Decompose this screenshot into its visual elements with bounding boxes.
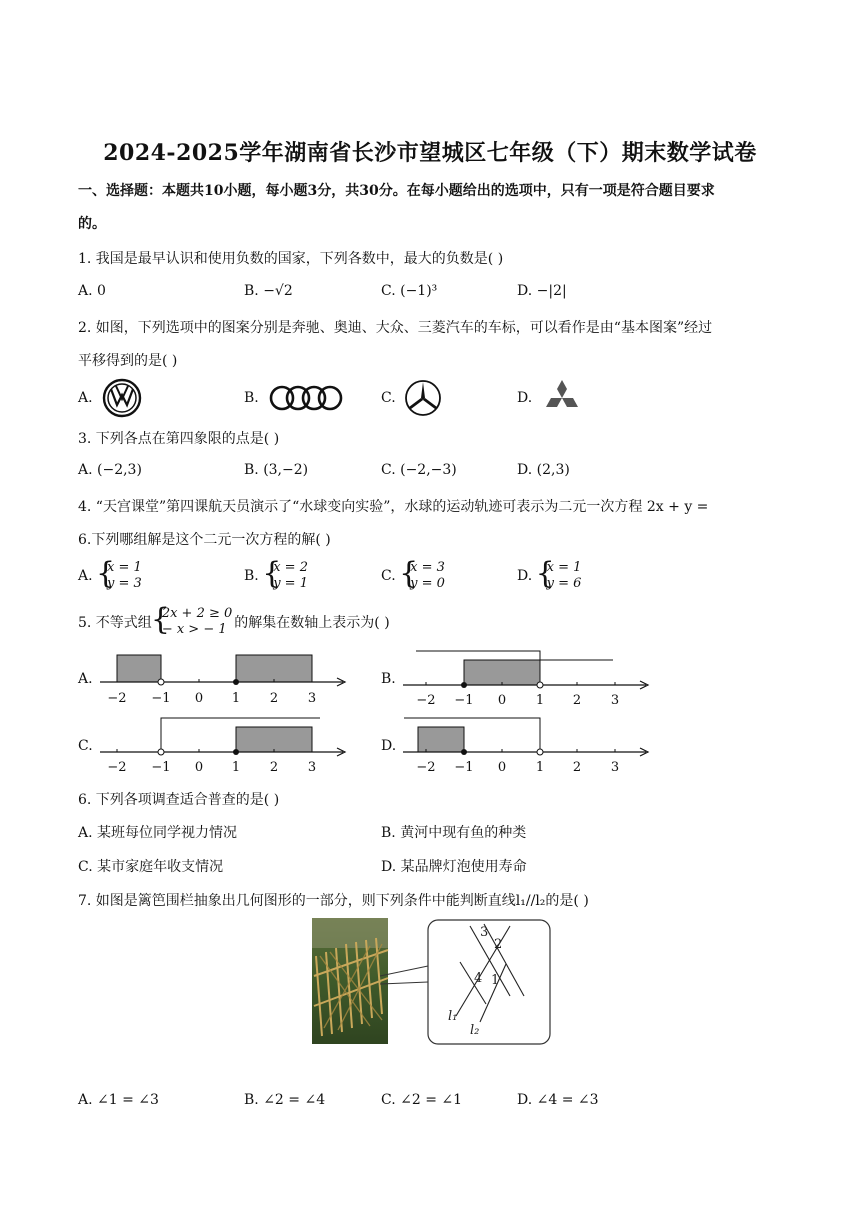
tick-label: 0 [194,760,204,775]
line-label-l2: l₂ [470,1023,480,1038]
tick-label: 3 [610,760,620,775]
q5-stem-post: 的解集在数轴上表示为( ) [234,615,390,631]
q1-option-d[interactable]: D. −|2| [517,283,567,299]
q5-option-a[interactable]: A. [78,671,93,687]
q4-option-d[interactable] [517,560,581,592]
q3-option-b[interactable]: B. (3,−2) [244,462,309,478]
tick-label: 1 [535,760,545,775]
fence-figure [310,916,552,1046]
q2-stem-line1: 2. 如图，下列选项中的图案分别是奔驰、奥迪、大众、三菱汽车的车标，可以看作是由“基本图案”经过 [78,320,713,336]
tick-label: 1 [535,693,545,708]
q2-option-a[interactable]: A. [78,390,93,406]
tick-label: 2 [269,760,279,775]
mercedes-logo [404,379,442,417]
tick-label: 0 [194,691,204,706]
section-heading-line1: 一、选择题：本题共10小题，每小题3分，共30分。在每小题给出的选项中，只有一项是符合题目要求 [78,183,715,199]
q7-option-b[interactable]: B. ∠2 = ∠4 [244,1092,326,1108]
q2-option-b[interactable]: B. [244,390,259,406]
q4-stem-line2: 6.下列哪组解是这个二元一次方程的解( ) [78,532,331,548]
number-line-a [95,648,355,708]
tick-label: −1 [454,760,474,775]
volkswagen-logo [102,378,142,418]
q6-option-b[interactable]: B. 黄河中现有鱼的种类 [381,825,527,841]
q5-option-b[interactable]: B. [381,671,396,687]
q4-option-a[interactable] [78,560,142,592]
q5-inequality-system [152,606,232,638]
q4-option-a-system [97,560,142,592]
q6-option-a[interactable]: A. 某班每位同学视力情况 [78,825,238,841]
tick-label: 2 [572,760,582,775]
q4-option-b-label: B. [244,568,259,584]
q4-option-c-label: C. [381,568,396,584]
tick-label: 3 [610,693,620,708]
q5-ineq1: 2x + 2 ≥ 0 [161,606,233,621]
q3-stem: 3. 下列各点在第四象限的点是( ) [78,431,280,447]
angle-label-2: 2 [494,937,503,952]
q4-c-eq1: x = 3 [410,560,445,575]
q5-stem [78,606,390,638]
q4-stem-line1: 4. “天宫课堂”第四课航天员演示了“水球变向实验”，水球的运动轨迹可表示为二元一次方程 2x + y = [78,499,709,515]
q7-option-d[interactable]: D. ∠4 = ∠3 [517,1092,599,1108]
q6-stem: 6. 下列各项调查适合普查的是( ) [78,792,280,808]
q4-option-d-label: D. [517,568,533,584]
fence-photo [312,918,388,1044]
q3-option-a[interactable]: A. (−2,3) [78,462,142,478]
q1-option-c[interactable]: C. (−1)³ [381,283,438,299]
q7-option-a[interactable]: A. ∠1 = ∠3 [78,1092,159,1108]
tick-label: −1 [151,691,171,706]
tick-label: 0 [497,760,507,775]
q2-stem-line2: 平移得到的是( ) [78,353,178,369]
q6-option-c[interactable]: C. 某市家庭年收支情况 [78,859,224,875]
line-label-l1: l₁ [448,1009,458,1024]
number-line-b [398,648,658,708]
q6-option-d[interactable]: D. 某品牌灯泡使用寿命 [381,859,527,875]
q7-stem: 7. 如图是篱笆围栏抽象出几何图形的一部分，则下列条件中能判断直线l₁//l₂的是( ) [78,893,589,909]
angle-label-3: 3 [480,925,489,940]
tick-label: 3 [307,691,317,706]
q2-option-d[interactable]: D. [517,390,533,406]
tick-label: −1 [151,760,171,775]
q4-b-eq1: x = 2 [273,560,308,575]
q4-option-d-system [537,560,582,592]
q2-option-c[interactable]: C. [381,390,396,406]
q3-option-c[interactable]: C. (−2,−3) [381,462,457,478]
tick-label: 2 [572,693,582,708]
tick-label: 1 [231,691,241,706]
tick-label: −2 [107,691,127,706]
q4-option-c-system [400,560,445,592]
tick-label: −2 [416,693,436,708]
q1-option-b[interactable]: B. −√2 [244,283,293,299]
tick-label: −1 [454,693,474,708]
section-heading-line2: 的。 [78,216,106,232]
tick-label: 3 [307,760,317,775]
q5-stem-pre: 5. 不等式组 [78,615,152,631]
audi-logo [268,384,348,412]
q4-c-eq2: y = 0 [410,576,445,591]
q3-option-d[interactable]: D. (2,3) [517,462,570,478]
q4-a-eq1: x = 1 [107,560,142,575]
q1-stem: 1. 我国是最早认识和使用负数的国家，下列各数中，最大的负数是( ) [78,251,504,267]
angle-label-4: 4 [474,971,483,986]
angle-label-1: 1 [491,973,500,988]
mitsubishi-logo [540,378,584,418]
tick-label: 1 [231,760,241,775]
number-line-c [95,714,355,776]
q4-a-eq2: y = 3 [107,576,142,591]
q7-option-c[interactable]: C. ∠2 = ∠1 [381,1092,463,1108]
q1-option-a[interactable]: A. 0 [78,283,106,299]
q4-option-b-system [263,560,308,592]
tick-label: −2 [416,760,436,775]
tick-label: 2 [269,691,279,706]
q4-b-eq2: y = 1 [273,576,308,591]
tick-label: 0 [497,693,507,708]
page-title: 2024-2025学年湖南省长沙市望城区七年级（下）期末数学试卷 [103,140,757,166]
q4-option-b[interactable] [244,560,308,592]
tick-label: −2 [107,760,127,775]
q5-option-d[interactable]: D. [381,738,397,754]
number-line-d [398,714,658,776]
q5-option-c[interactable]: C. [78,738,93,754]
q4-option-a-label: A. [78,568,93,584]
q4-d-eq2: y = 6 [546,576,582,591]
q4-d-eq1: x = 1 [546,560,582,575]
q4-option-c[interactable] [381,560,445,592]
q5-ineq2: − x > − 1 [161,622,227,637]
